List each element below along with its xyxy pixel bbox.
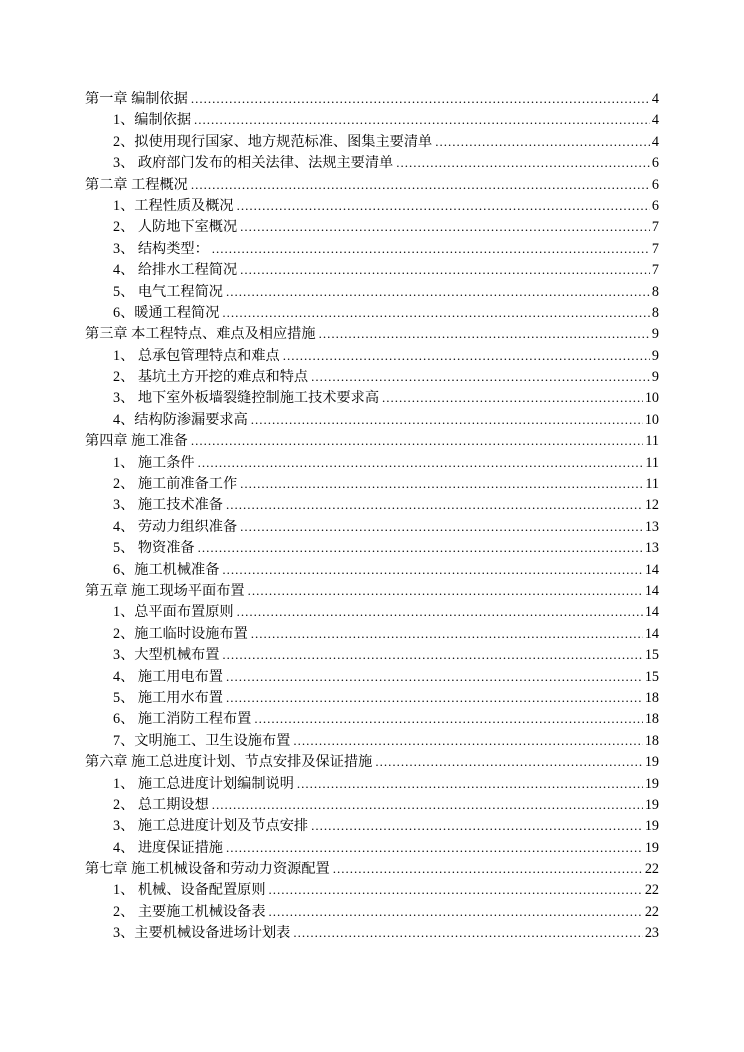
toc-entry[interactable]	[85, 537, 659, 558]
toc-leader-dots	[396, 152, 650, 174]
toc-entry-label: 1、总平面布置原则	[113, 604, 234, 621]
toc-entry-label: 1、编制依据	[113, 112, 192, 129]
toc-entry[interactable]	[85, 430, 659, 451]
toc-entry-label: 7、文明施工、卫生设施布置	[113, 732, 291, 749]
toc-entry-label: 第四章 施工准备	[85, 433, 188, 450]
toc-entry[interactable]	[85, 109, 659, 130]
toc-leader-dots	[191, 430, 643, 452]
toc-entry-page: 4	[651, 91, 659, 107]
toc-entry-label: 2、 基坑土方开挖的难点和特点	[113, 369, 309, 386]
toc-entry[interactable]	[85, 644, 659, 665]
toc-entry-page: 12	[644, 497, 659, 514]
toc-leader-dots	[240, 259, 650, 281]
toc-entry[interactable]	[85, 901, 659, 922]
toc-entry-page: 19	[644, 818, 659, 835]
toc-entry-page: 6	[651, 176, 659, 193]
toc-entry[interactable]	[85, 216, 659, 237]
toc-leader-dots	[222, 302, 649, 324]
toc-entry-page: 15	[644, 647, 659, 664]
toc-entry-label: 4、结构防渗漏要求高	[113, 411, 248, 428]
toc-leader-dots	[226, 281, 650, 303]
toc-entry-page: 19	[644, 754, 659, 771]
toc-entry[interactable]	[85, 494, 659, 515]
toc-leader-dots	[240, 516, 643, 538]
toc-leader-dots	[375, 751, 643, 773]
toc-entry-label: 3、 地下室外板墙裂缝控制施工技术要求高	[113, 390, 380, 407]
toc-entry-label: 3、 施工技术准备	[113, 497, 223, 514]
toc-entry-page: 13	[644, 540, 659, 557]
toc-entry-label: 1、 施工条件	[113, 454, 195, 471]
toc-entry[interactable]	[85, 858, 659, 879]
toc-entry[interactable]	[85, 559, 659, 580]
toc-leader-dots	[212, 794, 643, 816]
toc-entry-label: 第七章 施工机械设备和劳动力资源配置	[85, 861, 330, 878]
toc-leader-dots	[251, 623, 643, 645]
toc-leader-dots	[251, 409, 643, 431]
toc-entry[interactable]	[85, 473, 659, 494]
toc-entry[interactable]	[85, 259, 659, 280]
toc-entry-page: 18	[644, 732, 659, 749]
toc-entry-label: 1、工程性质及概况	[113, 197, 234, 214]
toc-leader-dots	[194, 109, 650, 131]
toc-leader-dots	[226, 687, 643, 709]
toc-entry-label: 2、 总工期设想	[113, 796, 209, 813]
toc-entry-page: 14	[644, 582, 659, 599]
table-of-contents	[85, 88, 659, 944]
toc-entry[interactable]	[85, 152, 659, 173]
toc-entry-label: 5、 施工用水布置	[113, 689, 223, 706]
toc-entry[interactable]	[85, 323, 659, 344]
toc-entry[interactable]	[85, 452, 659, 473]
toc-entry-page: 7	[651, 262, 659, 279]
toc-entry-label: 4、 劳动力组织准备	[113, 518, 238, 535]
toc-entry-label: 第五章 施工现场平面布置	[85, 582, 245, 599]
toc-leader-dots	[311, 815, 643, 837]
toc-leader-dots	[198, 452, 644, 474]
toc-leader-dots	[269, 879, 643, 901]
toc-entry-page: 15	[644, 668, 659, 685]
toc-entry-page: 6	[651, 197, 659, 214]
toc-leader-dots	[226, 837, 643, 859]
toc-entry-label: 6、暖通工程简况	[113, 304, 220, 321]
toc-entry-label: 第一章 编制依据	[85, 91, 188, 107]
toc-entry-page: 22	[644, 861, 659, 878]
toc-entry[interactable]	[85, 623, 659, 644]
toc-leader-dots	[212, 238, 650, 260]
toc-entry-page: 10	[644, 411, 659, 428]
toc-entry-page: 11	[645, 433, 659, 450]
toc-entry[interactable]	[85, 922, 659, 943]
toc-entry-label: 2、 施工前准备工作	[113, 476, 238, 493]
toc-entry-label: 3、大型机械布置	[113, 647, 220, 664]
toc-entry-label: 1、 机械、设备配置原则	[113, 882, 266, 899]
toc-leader-dots	[319, 323, 650, 345]
toc-leader-dots	[226, 494, 643, 516]
toc-entry-page: 4	[651, 133, 659, 150]
toc-leader-dots	[191, 174, 650, 196]
toc-entry-page: 8	[651, 283, 659, 300]
toc-entry-label: 2、 主要施工机械设备表	[113, 903, 266, 920]
toc-entry[interactable]	[85, 281, 659, 302]
toc-entry-page: 7	[651, 219, 659, 236]
toc-leader-dots	[293, 922, 642, 944]
toc-entry[interactable]	[85, 88, 659, 109]
toc-leader-dots	[198, 537, 643, 559]
toc-leader-dots	[254, 708, 642, 730]
toc-entry-label: 3、 政府部门发布的相关法律、法规主要清单	[113, 155, 394, 172]
toc-entry-page: 19	[644, 775, 659, 792]
toc-entry-label: 第六章 施工总进度计划、节点安排及保证措施	[85, 754, 373, 771]
toc-entry-label: 3、 施工总进度计划及节点安排	[113, 818, 309, 835]
toc-leader-dots	[283, 345, 650, 367]
toc-entry[interactable]	[85, 580, 659, 601]
toc-entry-page: 14	[644, 604, 659, 621]
toc-leader-dots	[293, 730, 642, 752]
toc-leader-dots	[226, 666, 643, 688]
toc-entry[interactable]	[85, 238, 659, 259]
toc-entry[interactable]	[85, 708, 659, 729]
toc-leader-dots	[297, 773, 643, 795]
toc-entry-page: 9	[651, 326, 659, 343]
toc-entry[interactable]	[85, 174, 659, 195]
toc-entry[interactable]	[85, 837, 659, 858]
toc-entry-page: 4	[651, 112, 659, 129]
toc-entry-page: 18	[644, 689, 659, 706]
toc-entry[interactable]	[85, 387, 659, 408]
toc-leader-dots	[311, 366, 650, 388]
toc-entry-label: 4、 进度保证措施	[113, 839, 223, 856]
toc-entry-label: 4、 施工用电布置	[113, 668, 223, 685]
toc-entry[interactable]	[85, 366, 659, 387]
toc-leader-dots	[191, 88, 650, 110]
toc-entry[interactable]	[85, 687, 659, 708]
toc-entry-label: 6、施工机械准备	[113, 561, 220, 578]
toc-leader-dots	[435, 131, 650, 153]
toc-entry[interactable]	[85, 666, 659, 687]
toc-entry-page: 10	[644, 390, 659, 407]
toc-leader-dots	[237, 601, 643, 623]
toc-leader-dots	[222, 559, 642, 581]
toc-entry-page: 8	[651, 304, 659, 321]
toc-entry-page: 22	[644, 903, 659, 920]
toc-leader-dots	[237, 195, 650, 217]
toc-leader-dots	[269, 901, 643, 923]
toc-entry-label: 6、 施工消防工程布置	[113, 711, 252, 728]
toc-entry[interactable]	[85, 302, 659, 323]
toc-entry[interactable]	[85, 601, 659, 622]
toc-entry[interactable]	[85, 773, 659, 794]
toc-entry-label: 2、施工临时设施布置	[113, 625, 248, 642]
toc-entry[interactable]	[85, 131, 659, 152]
toc-leader-dots	[222, 644, 642, 666]
toc-leader-dots	[240, 473, 643, 495]
toc-leader-dots	[240, 216, 650, 238]
toc-entry-label: 1、 施工总进度计划编制说明	[113, 775, 294, 792]
toc-entry[interactable]	[85, 516, 659, 537]
toc-entry-label: 第三章 本工程特点、难点及相应措施	[85, 326, 316, 343]
toc-entry-label: 1、 总承包管理特点和难点	[113, 347, 280, 364]
toc-leader-dots	[382, 387, 643, 409]
toc-entry-page: 7	[651, 240, 659, 257]
toc-entry[interactable]	[85, 409, 659, 430]
toc-entry-page: 6	[651, 155, 659, 172]
toc-entry-label: 3、主要机械设备进场计划表	[113, 925, 291, 942]
toc-leader-dots	[333, 858, 643, 880]
toc-entry-page: 11	[645, 476, 659, 493]
toc-entry[interactable]	[85, 751, 659, 772]
toc-entry-label: 第二章 工程概况	[85, 176, 188, 193]
toc-entry-label: 5、 物资准备	[113, 540, 195, 557]
toc-entry-label: 3、 结构类型：	[113, 240, 209, 257]
toc-entry[interactable]	[85, 879, 659, 900]
toc-entry-label: 4、 给排水工程简况	[113, 262, 238, 279]
toc-entry-label: 5、 电气工程简况	[113, 283, 223, 300]
toc-entry-page: 18	[644, 711, 659, 728]
toc-entry[interactable]	[85, 730, 659, 751]
toc-entry-page: 23	[644, 925, 659, 942]
toc-entry-page: 13	[644, 518, 659, 535]
toc-entry-page: 19	[644, 839, 659, 856]
toc-entry-page: 22	[644, 882, 659, 899]
toc-entry-label: 2、 人防地下室概况	[113, 219, 238, 236]
toc-entry[interactable]	[85, 794, 659, 815]
toc-entry[interactable]	[85, 195, 659, 216]
toc-entry[interactable]	[85, 815, 659, 836]
toc-entry-page: 11	[645, 454, 659, 471]
toc-leader-dots	[248, 580, 643, 602]
toc-entry-page: 9	[651, 369, 659, 386]
toc-entry-page: 14	[644, 561, 659, 578]
toc-entry[interactable]	[85, 345, 659, 366]
toc-entry-label: 2、拟使用现行国家、地方规范标准、图集主要清单	[113, 133, 433, 150]
toc-entry-page: 19	[644, 796, 659, 813]
toc-entry-page: 9	[651, 347, 659, 364]
toc-entry-page: 14	[644, 625, 659, 642]
